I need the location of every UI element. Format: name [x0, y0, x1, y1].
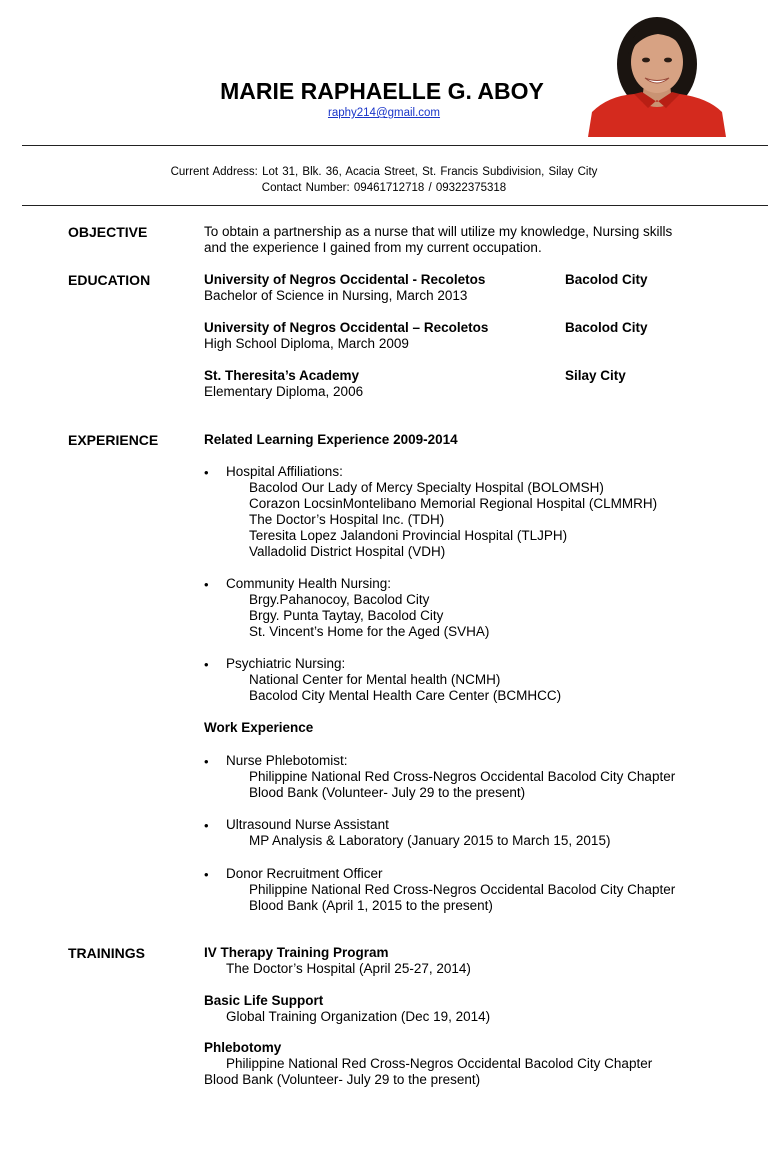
bullet-icon: • — [204, 867, 209, 882]
objective-line-2: and the experience I gained from my current occupation. — [204, 240, 542, 255]
bullet-icon: • — [204, 465, 209, 480]
work-detail: Blood Bank (Volunteer- July 29 to the present) — [249, 785, 526, 800]
contact-line: Contact Number: 09461712718 / 09322375318 — [261, 182, 507, 194]
work-detail: Philippine National Red Cross-Negros Occidental Bacolod City Chapter — [249, 882, 676, 897]
training-detail: Blood Bank (Volunteer- July 29 to the present) — [204, 1072, 481, 1087]
education-school: University of Negros Occidental - Recoletos — [204, 272, 486, 287]
hospital-item: Corazon LocsinMontelibano Memorial Regional Hospital (CLMMRH) — [249, 496, 658, 511]
resume-name: MARIE RAPHAELLE G. ABOY — [220, 78, 544, 104]
address-line: Current Address: Lot 31, Blk. 36, Acacia Street, St. Francis Subdivision, Silay City — [170, 166, 598, 178]
education-school: University of Negros Occidental – Recoletos — [204, 320, 489, 335]
email-link[interactable]: raphy214@gmail.com — [327, 107, 441, 119]
objective-heading: OBJECTIVE — [68, 224, 148, 240]
work-detail: Blood Bank (April 1, 2015 to the present) — [249, 898, 493, 913]
psychiatric-nursing-title: Psychiatric Nursing: — [226, 656, 346, 671]
community-item: Brgy.Pahanocoy, Bacolod City — [249, 592, 430, 607]
profile-photo — [588, 12, 726, 137]
education-location: Silay City — [565, 368, 626, 383]
training-title: Phlebotomy — [204, 1040, 282, 1055]
work-experience-title: Work Experience — [204, 720, 314, 735]
experience-heading: EXPERIENCE — [68, 432, 159, 448]
community-item: Brgy. Punta Taytay, Bacolod City — [249, 608, 444, 623]
psych-item: National Center for Mental health (NCMH) — [249, 672, 501, 687]
contact-rule — [22, 205, 768, 206]
hospital-item: Bacolod Our Lady of Mercy Specialty Hospital (BOLOMSH) — [249, 480, 604, 495]
objective-line-1: To obtain a partnership as a nurse that will utilize my knowledge, Nursing skills — [204, 224, 673, 239]
hospital-affiliations-title: Hospital Affiliations: — [226, 464, 343, 479]
bullet-icon: • — [204, 754, 209, 769]
work-title: Donor Recruitment Officer — [226, 866, 383, 881]
training-title: Basic Life Support — [204, 993, 324, 1008]
bullet-icon: • — [204, 818, 209, 833]
training-title: IV Therapy Training Program — [204, 945, 389, 960]
training-detail: Philippine National Red Cross-Negros Occidental Bacolod City Chapter — [226, 1056, 653, 1071]
bullet-icon: • — [204, 577, 209, 592]
hospital-item: The Doctor’s Hospital Inc. (TDH) — [249, 512, 445, 527]
education-location: Bacolod City — [565, 320, 648, 335]
training-detail: Global Training Organization (Dec 19, 2014) — [226, 1009, 491, 1024]
hospital-item: Valladolid District Hospital (VDH) — [249, 544, 446, 559]
education-detail: High School Diploma, March 2009 — [204, 336, 409, 351]
work-detail: MP Analysis & Laboratory (January 2015 to March 15, 2015) — [249, 833, 611, 848]
education-heading: EDUCATION — [68, 272, 151, 288]
work-detail: Philippine National Red Cross-Negros Occidental Bacolod City Chapter — [249, 769, 676, 784]
bullet-icon: • — [204, 657, 209, 672]
hospital-item: Teresita Lopez Jalandoni Provincial Hospital (TLJPH) — [249, 528, 568, 543]
trainings-heading: TRAININGS — [68, 945, 145, 961]
training-detail: The Doctor’s Hospital (April 25-27, 2014) — [226, 961, 471, 976]
community-item: St. Vincent’s Home for the Aged (SVHA) — [249, 624, 490, 639]
education-school: St. Theresita’s Academy — [204, 368, 360, 383]
education-location: Bacolod City — [565, 272, 648, 287]
community-health-title: Community Health Nursing: — [226, 576, 392, 591]
work-title: Nurse Phlebotomist: — [226, 753, 348, 768]
education-detail: Bachelor of Science in Nursing, March 2013 — [204, 288, 468, 303]
work-title: Ultrasound Nurse Assistant — [226, 817, 389, 832]
psych-item: Bacolod City Mental Health Care Center (BCMHCC) — [249, 688, 562, 703]
header-rule — [22, 145, 768, 146]
related-experience-title: Related Learning Experience 2009-2014 — [204, 432, 458, 447]
education-detail: Elementary Diploma, 2006 — [204, 384, 364, 399]
